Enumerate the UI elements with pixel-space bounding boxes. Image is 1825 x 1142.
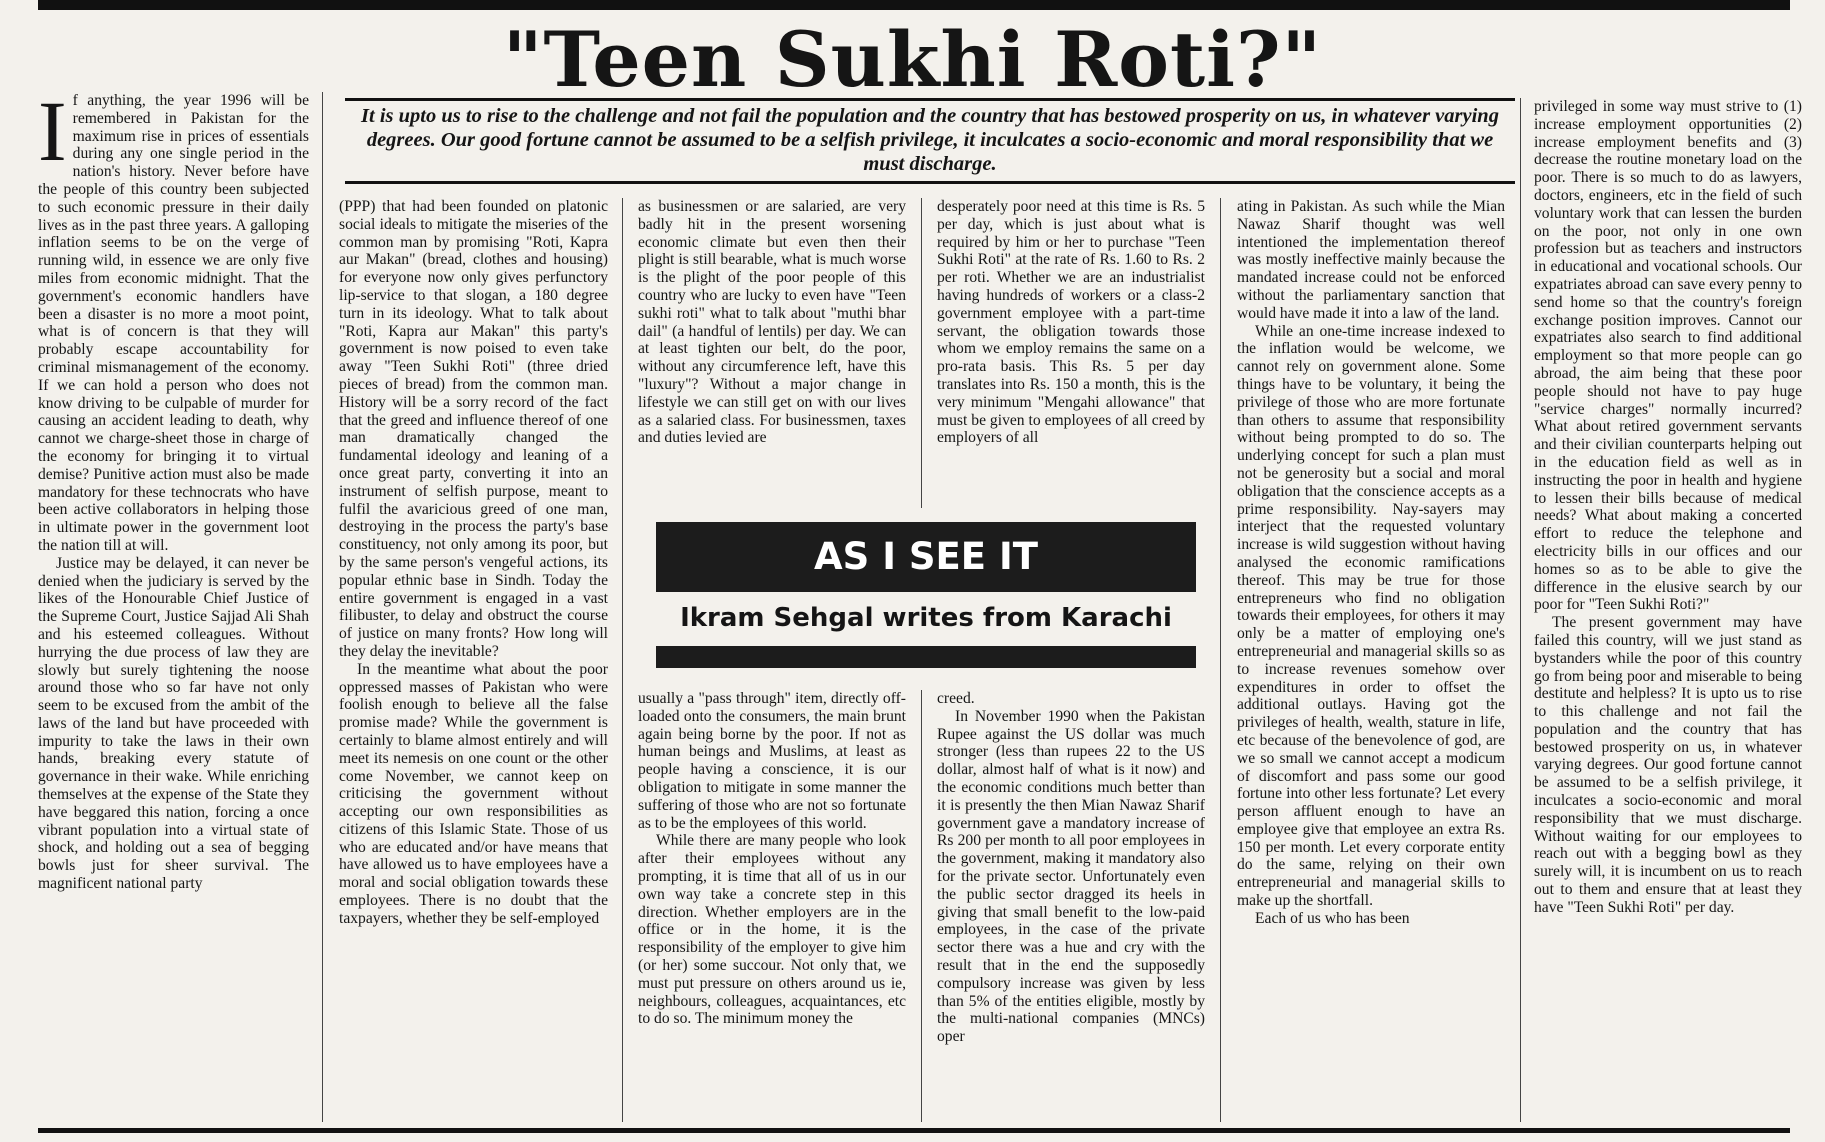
column-5-paragraph: While an one-time increase indexed to the inflation would be welcome, we cannot rely on government alone. Some things have to be voluntary, it being the privilege of those who are more fortunate than others to assume that responsibility without being prompted to do so. The underlying concept for such a plan must not be generosity but a social and moral obligation that the conscience accepts as a prime responsibility. Nay-sayers may interject that the requested voluntary increase is wild suggestion without having analysed the economic ramifications thereof. This may be true for those entrepreneurs who find no obligation towards their employees, for others it may only be a matter of employing one's entrepreneurial and managerial skills so as to increase revenues somehow over expenditures in order to offset the additional outlays. Having got the privileges of health, wealth, stature in life, etc because of the benevolence of god, are we so small we cannot accept a modicum of discomfort and pass some our good fortune into other less fortunate? Let every person affluent enough to have an employee give that employee an extra Rs. 150 per month. Let every corporate entity do the same, relying on their own entrepreneurial and managerial skills to make up the shortfall. — [1237, 322, 1505, 910]
column-divider — [921, 690, 922, 1122]
column-divider — [322, 92, 323, 1122]
column-1 — [38, 92, 309, 1122]
deck: It is upto us to rise to the challenge and not fail the population and the country that has bestowed prosperity on us, in whatever varying degrees. Our good fortune cannot be assumed to be a selfish privilege, it inculcates a socio-economic and moral responsibility that we must discharge. — [361, 105, 1499, 175]
column-4-bottom — [937, 690, 1205, 1122]
column-1-paragraph: Justice may be delayed, it can never be denied when the judiciary is served by the likes of the Honourable Chief Justice of the Supreme Court, Justice Sajjad Ali Shah and his esteemed colleagues. Without hurrying the due process of law they are slowly but surely tightening the noose around those who so far have not only seem to be excused from the ambit of the laws of the land but have proceeded with impurity to take the laws in their own hands, breaking every statute of governance in their wake. While enriching themselves at the expense of the State they have beggared this nation, forcing a once vibrant population into a virtual state of shock, and holding out a sea of begging bowls just for sheer survival. The magnificent national party — [38, 554, 309, 893]
column-2-paragraph: In the meantime what about the poor oppressed masses of Pakistan who were foolish enough to believe all the false promise made? While the government is certainly to blame almost entirely and will meet its nemesis on one count or the other come November, we cannot keep on criticising the government without accepting our own responsibilities as citizens of this Islamic State. Those of us who are educated and/or have means that have allowed us to have employees have a moral and social obligation towards these employees. There is no doubt that the taxpayers, whether they be self-employed — [339, 660, 608, 927]
column-3-paragraph: While there are many people who look after their employees without any prompting, it is time that all of us in our own way take a concrete step in this direction. Whether employers are in the office or in the home, it is the responsibility of the employer to give him (or her) some succour. Not only that, we must put pressure on others around us ie, neighbours, colleagues, acquaintances, etc to do so. The minimum money the — [638, 832, 906, 1028]
column-2-paragraph: (PPP) that had been founded on platonic social ideals to mitigate the miseries of the common man by promising "Roti, Kapra aur Makan" (bread, clothes and housing) for everyone now only gives perfunctory lip-service to that slogan, a 180 degree turn in its ideology. What to talk about "Roti, Kapra aur Makan" this party's government is now poised to even take away "Teen Sukhi Roti" (three dried pieces of bread) from the common man. History will be a sorry record of the fact that the greed and influence thereof of one man dramatically changed the fundamental ideology and leaning of a once great party, converting it into an instrument of selfish purpose, meant to fulfil the avaricious greed of one man, destroying in the process the party's base constituency, not only among its poor, but by the same person's vengeful actions, its popular ethnic base in Sindh. Today the entire government is engaged in a vast filibuster, to delay and obstruct the course of justice on many fronts? How long will they delay the inevitable? — [339, 198, 608, 660]
drop-cap: I — [38, 92, 67, 179]
column-3-paragraph: usually a "pass through" item, directly off-loaded onto the consumers, the main brunt again being borne by the poor. If not as human beings and Muslims, at least as people having a conscience, it is our obligation to mitigate in some manner the suffering of those who are not so fortunate as to be the employees of this world. — [638, 690, 906, 832]
column-logo-bottom-bar — [656, 646, 1196, 668]
column-3-bottom — [638, 690, 906, 1122]
author-byline: Ikram Sehgal writes from Karachi — [680, 603, 1172, 633]
column-6 — [1534, 98, 1802, 1122]
column-4-paragraph: desperately poor need at this time is Rs. 5 per day, which is just about what is required by him or her to purchase "Teen Sukhi Roti" at the rate of Rs. 1.60 to Rs. 2 per roti. Whether we are an industrialist having hundreds of workers or a class-2 government employee with a part-time servant, the obligation towards those whom we employ remains the same on a pro-rata basis. This Rs. 5 per day translates into Rs. 150 a month, this is the very minimum "Mengahi allowance" that must be given to employees of all creed by employers of all — [937, 198, 1205, 447]
column-divider — [921, 198, 922, 508]
column-1-paragraph: f anything, the year 1996 will be remembered in Pakistan for the maximum rise in prices of essentials during any one single period in the nation's history. Never before have the people of this country been subjected to such economic pressure in their daily lives as in the past three years. A galloping inflation seems to be on the verge of running wild, in essence we are only five miles from economic midnight. That the government's economic handlers have been a disaster is no more a moot point, what is of concern is that they will probably escape accountability for criminal mismanagement of the economy. If we can hold a person who does not know driving to be culpable of murder for causing an accident leading to death, why cannot we charge-sheet those in charge of the economy for bringing it to virtual demise? Punitive action must also be made mandatory for these technocrats who have been active collaborators in helping those in ultimate power in the government loot the nation till at will. — [38, 92, 309, 554]
column-divider — [622, 198, 623, 1122]
column-3-paragraph: as businessmen or are salaried, are very badly hit in the present worsening economic climate but even then their plight is still bearable, what is much worse is the plight of the poor people of this country who are lucky to even have "Teen sukhi roti" what to talk about "muthi bhar dail" (a handful of lentils) per day. We can at least tighten our belt, do the poor, without any circumference left, have this "luxury"? Without a major change in lifestyle we can still get on with our lives as a salaried class. For businessmen, taxes and duties levied are — [638, 198, 906, 447]
column-4-paragraph: In November 1990 when the Pakistan Rupee against the US dollar was much stronger (less than rupees 22 to the US dollar, almost half of what is it now) and the economic conditions much better than it is presently the then Mian Nawaz Sharif government gave a mandatory increase of Rs 200 per month to all poor employees in the government, making it mandatory also for the private sector. Unfortunately even the public sector dragged its heels in giving that small benefit to the low-paid employees, in the case of the private sector there was a hue and cry with the result that in the end the supposedly compulsory increase was given by less than 5% of the entities eligible, mostly by the multi-national companies (MNCs) oper — [937, 707, 1205, 1046]
column-3-top — [638, 198, 906, 508]
column-6-paragraph: privileged in some way must strive to (1) increase employment opportunities (2) increase employment benefits and (3) decrease the routine monetary load on the poor. There is so much to do as lawyers, doctors, engineers, etc in the field of such voluntary work that can lessen the burden on the poor, not only in one own profession but as teachers and instructors in educational and vocational schools. Our expatriates abroad can save every penny to send home so that the country's foreign exchange position improves. Cannot our expatriates also search to find additional employment so that more people can go abroad, the aim being that these poor people should not have to pay huge "service charges" normally incurred? What about retired government servants and their civilian counterparts helping out in the education field as well as in instructing the poor in health and hygiene to lessen their bills because of medical needs? What about making a concerted effort to reduce the telephone and electricity bills in our offices and our homes so as to be able to give the difference in the elusive search by our poor for "Teen Sukhi Roti?" — [1534, 98, 1802, 614]
column-logo-box — [656, 522, 1196, 672]
column-4-top — [937, 198, 1205, 508]
column-4-paragraph: creed. — [937, 690, 975, 707]
column-divider — [1520, 98, 1521, 1122]
column-5-paragraph: Each of us who has been — [1255, 909, 1410, 927]
column-divider — [1220, 198, 1221, 1122]
top-rule — [38, 0, 1790, 10]
column-5 — [1237, 198, 1505, 1122]
column-2 — [339, 198, 608, 1122]
column-logo-title: AS I SEE IT — [814, 535, 1038, 578]
bottom-rule — [38, 1128, 1790, 1133]
column-6-paragraph: The present government may have failed this country, will we just stand as bystanders while the poor of this country go from being poor and miserable to being destitute and helpless? It is upto us to rise to this challenge and not fail the population and the country that has bestowed prosperity on us, in whatever varying degrees. Our good fortune cannot be assumed to be a selfish privilege, it inculcates a socio-economic and moral responsibility that we must discharge. Without waiting for our employees to reach out with a begging bowl as they surely will, it is incumbent on us to reach out to them and ensure that at least they have "Teen Sukhi Roti" per day. — [1534, 614, 1802, 916]
column-5-paragraph: ating in Pakistan. As such while the Mian Nawaz Sharif thought was well intentioned the implementation thereof was mostly ineffective mainly because the mandated increase could not be enforced without the parliamentary sanction that would have made it into a law of the land. — [1237, 198, 1505, 322]
headline: "Teen Sukhi Roti?" — [502, 15, 1323, 104]
